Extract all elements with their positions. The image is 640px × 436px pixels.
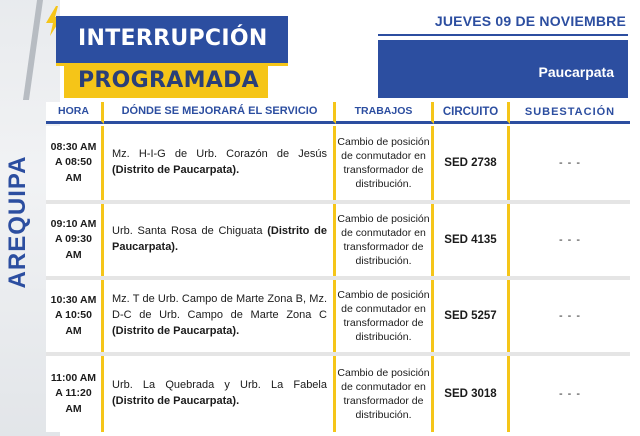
location-text: Urb. La Quebrada y Urb. La Fabela bbox=[112, 379, 327, 392]
location-text: Mz. T de Urb. Campo de Marte Zona B, Mz. D-C de Urb. Campo de Marte Zona C bbox=[112, 293, 327, 322]
row-time: 11:00 AM A 11:20 AM bbox=[46, 356, 104, 432]
location-district: (Distrito de Paucarpata). bbox=[112, 324, 240, 337]
date-label: JUEVES 09 DE NOVIEMBRE bbox=[434, 13, 626, 29]
title-line-2: PROGRAMADA bbox=[78, 68, 259, 93]
row-substation: - - - bbox=[510, 356, 630, 432]
title-banner-top bbox=[56, 16, 288, 66]
row-circuit: SED 4135 bbox=[434, 204, 510, 276]
row-substation: - - - bbox=[510, 280, 630, 352]
row-substation: - - - bbox=[510, 204, 630, 276]
row-works: Cambio de posición de conmutador en transformador de distribución. bbox=[336, 280, 434, 352]
location-district: (Distrito de Paucarpata). bbox=[112, 164, 240, 176]
title-line-1: INTERRUPCIÓN bbox=[78, 26, 268, 51]
table-row bbox=[46, 126, 630, 200]
row-circuit: SED 3018 bbox=[434, 356, 510, 432]
column-header-donde: DÓNDE SE MEJORARÁ EL SERVICIO bbox=[104, 102, 336, 124]
row-substation: - - - bbox=[510, 126, 630, 200]
column-header-subestacion: SUBESTACIÓN bbox=[510, 102, 630, 124]
district-name: Paucarpata bbox=[538, 64, 614, 80]
column-header-hora: HORA bbox=[46, 102, 104, 124]
location-text: Mz. H-I-G de Urb. Corazón de Jesús bbox=[112, 148, 327, 161]
row-time: 10:30 AM A 10:50 AM bbox=[46, 280, 104, 352]
schedule-table bbox=[46, 102, 630, 436]
table-row bbox=[46, 280, 630, 352]
row-works: Cambio de posición de conmutador en transformador de distribución. bbox=[336, 356, 434, 432]
row-location bbox=[104, 356, 336, 432]
row-circuit: SED 2738 bbox=[434, 126, 510, 200]
row-time: 08:30 AM A 08:50 AM bbox=[46, 126, 104, 200]
row-works: Cambio de posición de conmutador en transformador de distribución. bbox=[336, 204, 434, 276]
row-circuit: SED 5257 bbox=[434, 280, 510, 352]
row-location bbox=[104, 204, 336, 276]
location-district: (Distrito de Paucarpata). bbox=[112, 225, 327, 253]
district-banner bbox=[378, 40, 628, 98]
row-location bbox=[104, 126, 336, 200]
row-works: Cambio de posición de conmutador en transformador de distribución. bbox=[336, 126, 434, 200]
table-header bbox=[46, 102, 630, 124]
date-divider bbox=[378, 34, 628, 36]
location-district: (Distrito de Paucarpata). bbox=[112, 395, 240, 407]
table-row bbox=[46, 356, 630, 432]
location-text: Urb. Santa Rosa de Chiguata bbox=[112, 225, 268, 238]
row-location bbox=[104, 280, 336, 352]
title-banner-bottom bbox=[64, 64, 268, 98]
table-row bbox=[46, 204, 630, 276]
column-header-circuito: CIRCUITO bbox=[434, 102, 510, 124]
row-time: 09:10 AM A 09:30 AM bbox=[46, 204, 104, 276]
region-label: AREQUIPA bbox=[4, 155, 31, 289]
column-header-trabajos: TRABAJOS bbox=[336, 102, 434, 124]
